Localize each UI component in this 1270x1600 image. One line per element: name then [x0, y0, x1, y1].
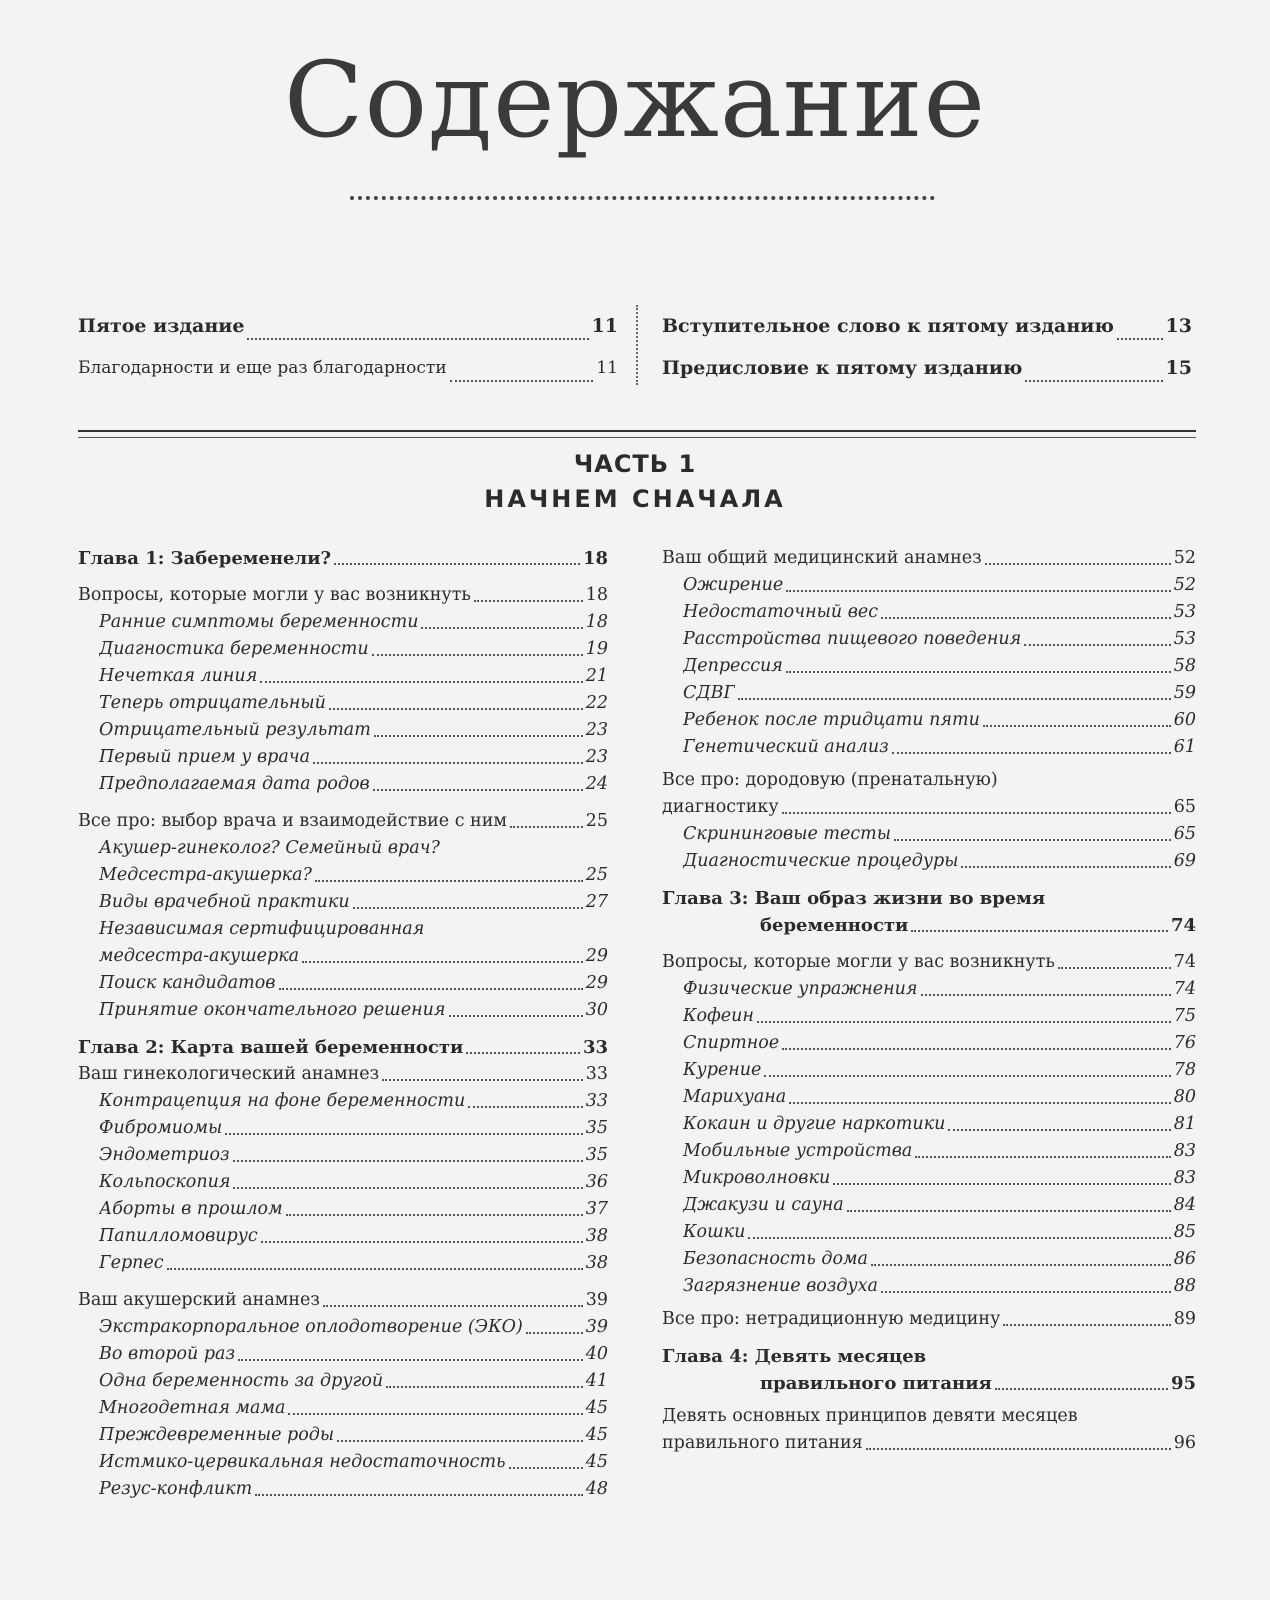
dot-leader	[450, 380, 594, 382]
dot-leader	[382, 1079, 583, 1081]
toc-entry-title: беременности	[760, 915, 909, 936]
toc-entry-title-line: Все про: дородовую (пренатальную)	[662, 770, 998, 790]
toc-subentry	[662, 734, 1196, 761]
section-entry	[662, 949, 1196, 976]
dot-leader	[789, 1102, 1170, 1104]
dot-leader	[474, 600, 583, 602]
toc-subentry	[662, 1219, 1196, 1246]
toc-entry-title: правильного питания	[662, 1433, 863, 1453]
toc-entry-page: 88	[1173, 1276, 1196, 1296]
dot-leader	[260, 681, 582, 683]
toc-subentry	[662, 1003, 1196, 1030]
section-entry	[78, 1061, 608, 1088]
toc-entry-title: Теперь отрицательный	[99, 693, 326, 713]
toc-entry-page: 39	[585, 1290, 608, 1310]
toc-entry-page: 89	[1173, 1309, 1196, 1329]
dot-leader	[509, 1467, 583, 1469]
toc-entry-title: диагностику	[662, 797, 779, 817]
toc-entry-title: Отрицательный результат	[99, 720, 371, 740]
toc-entry-page: 11	[591, 315, 618, 337]
toc-entry-title: Все про: выбор врача и взаимодействие с ним	[78, 811, 507, 831]
front-matter-right	[662, 305, 1192, 389]
toc-entry-page: 11	[596, 358, 618, 378]
toc-entry-page: 85	[1173, 1222, 1196, 1242]
toc-entry-page: 61	[1173, 737, 1196, 757]
dot-leader	[915, 1156, 1170, 1158]
section-entry	[662, 545, 1196, 572]
toc-entry-title: правильного питания	[760, 1373, 992, 1394]
toc-entry-page: 30	[585, 1000, 608, 1020]
toc-entry-title: Кофеин	[683, 1006, 754, 1026]
dot-leader	[738, 698, 1171, 700]
dot-leader	[386, 1386, 583, 1388]
toc-entry-page: 23	[585, 720, 608, 740]
toc-entry-title: Мобильные устройства	[683, 1141, 913, 1161]
spacer	[78, 798, 608, 808]
dot-leader	[323, 1305, 583, 1307]
dot-leader	[372, 654, 583, 656]
dot-leader	[313, 762, 583, 764]
toc-entry-title-line: Девять основных принципов девяти месяцев	[662, 1406, 1078, 1426]
dot-leader	[985, 563, 1171, 565]
dot-leader	[261, 1241, 583, 1243]
dot-leader	[329, 708, 583, 710]
dot-leader	[337, 1440, 583, 1442]
toc-entry-title: Поиск кандидатов	[99, 973, 276, 993]
toc-subentry	[78, 1196, 608, 1223]
toc-subentry	[662, 1192, 1196, 1219]
toc-subentry	[662, 599, 1196, 626]
toc-entry-title: Ребенок после тридцати пяти	[683, 710, 980, 730]
toc-entry-page: 40	[585, 1344, 608, 1364]
toc-entry-page: 27	[585, 892, 608, 912]
toc-entry-page: 53	[1173, 629, 1196, 649]
toc-entry-last-line	[662, 1430, 1196, 1457]
toc-entry-title: Безопасность дома	[683, 1249, 868, 1269]
section-entry	[78, 582, 608, 609]
toc-entry-title: Диагностические процедуры	[683, 851, 959, 871]
toc-subentry	[78, 1115, 608, 1142]
dot-leader	[892, 752, 1171, 754]
dot-leader	[866, 1448, 1171, 1450]
toc-entry-title: Расстройства пищевого поведения	[683, 629, 1022, 649]
toc-entry-title: Ваш гинекологический анамнез	[78, 1064, 380, 1084]
front-matter-left	[78, 305, 618, 389]
dot-leader	[373, 789, 583, 791]
toc-subentry	[78, 1314, 608, 1341]
toc-entry-page: 36	[585, 1172, 608, 1192]
dot-leader	[315, 880, 583, 882]
part-rule-thin	[78, 437, 1196, 438]
dot-leader	[225, 1133, 582, 1135]
dot-leader	[847, 1210, 1171, 1212]
toc-column-right	[662, 545, 1196, 1457]
dot-leader	[871, 1264, 1171, 1266]
chapter-heading	[78, 1034, 608, 1061]
toc-entry-title: Многодетная мама	[99, 1398, 286, 1418]
toc-entry-page: 45	[585, 1452, 608, 1472]
dot-leader	[983, 725, 1171, 727]
dot-leader	[238, 1359, 583, 1361]
toc-entry-page: 33	[585, 1064, 608, 1084]
toc-entry-title: Экстракорпоральное оплодотворение (ЭКО)	[99, 1317, 523, 1337]
toc-subentry	[662, 821, 1196, 848]
toc-entry-page: 13	[1165, 315, 1192, 337]
toc-entry-title: Вступительное слово к пятому изданию	[662, 315, 1114, 337]
toc-entry-page: 23	[585, 747, 608, 767]
toc-subentry	[78, 771, 608, 798]
toc-subentry	[78, 1341, 608, 1368]
toc-subentry	[78, 1422, 608, 1449]
toc-entry-last-line	[78, 862, 608, 889]
toc-entry-page: 18	[585, 612, 608, 632]
toc-subentry	[78, 636, 608, 663]
toc-entry-title: Курение	[683, 1060, 762, 1080]
dot-leader	[1025, 380, 1162, 382]
toc-entry-title: Одна беременность за другой	[99, 1371, 384, 1391]
toc-entry-page: 59	[1173, 683, 1196, 703]
toc-entry-title: Пятое издание	[78, 315, 245, 337]
dot-leader	[468, 1106, 582, 1108]
toc-entry-page: 58	[1173, 656, 1196, 676]
page-title: Содержание	[283, 39, 987, 161]
spacer	[662, 939, 1196, 949]
toc-subentry	[662, 572, 1196, 599]
spacer	[662, 875, 1196, 885]
dot-leader	[881, 617, 1171, 619]
toc-entry-title: Нечеткая линия	[99, 666, 258, 686]
toc-entry-title: Ранние симптомы беременности	[99, 612, 419, 632]
dot-leader	[921, 994, 1171, 996]
dot-leader	[995, 1388, 1168, 1390]
toc-entry-page: 60	[1173, 710, 1196, 730]
toc-entry-page: 18	[585, 585, 608, 605]
toc-entry-title: Недостаточный вес	[683, 602, 879, 622]
toc-entry-page: 84	[1173, 1195, 1196, 1215]
toc-entry-page: 41	[585, 1371, 608, 1391]
toc-entry-title: Ожирение	[683, 575, 784, 595]
toc-subentry	[78, 1250, 608, 1277]
toc-entry-title-line: Глава 3: Ваш образ жизни во время	[662, 888, 1046, 909]
toc-entry-title: СДВГ	[683, 683, 736, 703]
toc-entry-page: 75	[1173, 1006, 1196, 1026]
toc-entry-title: Вопросы, которые могли у вас возникнуть	[662, 952, 1055, 972]
toc-entry-last-line	[78, 943, 608, 970]
toc-entry-title: Преждевременные роды	[99, 1425, 335, 1445]
dot-leader	[764, 1075, 1170, 1077]
section-entry	[662, 1306, 1196, 1333]
dot-leader	[421, 627, 582, 629]
toc-subentry	[662, 1084, 1196, 1111]
dot-leader	[374, 735, 583, 737]
toc-entry-title: медсестра-акушерка	[99, 946, 300, 966]
toc-entry-page: 35	[585, 1118, 608, 1138]
toc-entry-page: 38	[585, 1226, 608, 1246]
toc-entry-title: Фибромиомы	[99, 1118, 223, 1138]
dot-leader	[786, 671, 1171, 673]
title-divider	[350, 196, 935, 200]
section-entry	[78, 1287, 608, 1314]
toc-subentry	[78, 1476, 608, 1503]
toc-subentry	[78, 1223, 608, 1250]
dot-leader	[894, 839, 1171, 841]
toc-column-left	[78, 545, 608, 1503]
dot-leader	[233, 1187, 582, 1189]
dot-leader	[302, 961, 583, 963]
toc-subentry	[662, 680, 1196, 707]
toc-entry-title: Во второй раз	[99, 1344, 236, 1364]
toc-subentry	[78, 690, 608, 717]
toc-entry-page: 38	[585, 1253, 608, 1273]
toc-entry-title-line: Глава 4: Девять месяцев	[662, 1346, 927, 1367]
toc-entry-title: Джакузи и сауна	[683, 1195, 844, 1215]
dot-leader	[833, 1183, 1171, 1185]
toc-entry-page: 29	[585, 973, 608, 993]
toc-entry-page: 96	[1173, 1433, 1196, 1453]
toc-subentry	[78, 889, 608, 916]
toc-entry-title: Предисловие к пятому изданию	[662, 357, 1023, 379]
toc-entry-page: 29	[585, 946, 608, 966]
toc-subentry	[78, 663, 608, 690]
toc-entry-page: 81	[1173, 1114, 1196, 1134]
toc-entry-page: 33	[582, 1037, 608, 1058]
toc-subentry	[662, 1030, 1196, 1057]
toc-entry-title: Загрязнение воздуха	[683, 1276, 878, 1296]
toc-entry-title: Эндометриоз	[99, 1145, 230, 1165]
part-number: ЧАСТЬ 1	[573, 450, 697, 478]
toc-entry-title: Диагностика беременности	[99, 639, 369, 659]
toc-subentry	[78, 1449, 608, 1476]
toc-subentry	[662, 1165, 1196, 1192]
toc-entry-page: 78	[1173, 1060, 1196, 1080]
section-entry	[78, 808, 608, 835]
toc-entry-title: Кокаин и другие наркотики	[683, 1114, 946, 1134]
toc-entry-page: 52	[1173, 575, 1196, 595]
toc-entry-page: 33	[585, 1091, 608, 1111]
toc-entry-page: 95	[1170, 1373, 1196, 1394]
dot-leader	[782, 1048, 1171, 1050]
dot-leader	[279, 988, 583, 990]
part-rule	[78, 430, 1196, 432]
toc-subentry	[662, 976, 1196, 1003]
toc-subentry	[662, 653, 1196, 680]
chapter-heading-multiline	[662, 885, 1196, 939]
chapter-heading	[78, 545, 608, 572]
toc-entry-page: 18	[582, 548, 608, 569]
toc-entry-title: Медсестра-акушерка?	[99, 865, 312, 885]
toc-entry-title: Предполагаемая дата родов	[99, 774, 370, 794]
toc-subentry	[78, 1395, 608, 1422]
toc-entry-page: 74	[1173, 952, 1196, 972]
dot-leader	[911, 930, 1168, 932]
toc-entry-page: 65	[1173, 824, 1196, 844]
dot-leader	[1024, 644, 1170, 646]
toc-entry-title: Первый прием у врача	[99, 747, 311, 767]
toc-entry-title: Герпес	[99, 1253, 164, 1273]
toc-entry-title-line: Акушер-гинеколог? Семейный врач?	[99, 838, 440, 858]
toc-entry-page: 37	[585, 1199, 608, 1219]
toc-entry-title: Принятие окончательного решения	[99, 1000, 446, 1020]
toc-entry-title: Ваш общий медицинский анамнез	[662, 548, 982, 568]
toc-entry-title: Истмико-цервикальная недостаточность	[99, 1452, 506, 1472]
toc-subentry	[662, 1273, 1196, 1300]
front-matter-entry	[78, 347, 618, 389]
toc-subentry-multiline	[78, 916, 608, 970]
toc-subentry-multiline	[78, 835, 608, 889]
dot-leader	[286, 1214, 583, 1216]
front-matter-entry	[662, 347, 1192, 389]
toc-entry-title: Все про: нетрадиционную медицину	[662, 1309, 1001, 1329]
toc-subentry	[78, 744, 608, 771]
toc-entry-title: Марихуана	[683, 1087, 787, 1107]
toc-subentry	[662, 626, 1196, 653]
toc-entry-title: Резус-конфликт	[99, 1479, 253, 1499]
dot-leader	[1058, 967, 1171, 969]
toc-entry-title: Виды врачебной практики	[99, 892, 350, 912]
toc-entry-last-line	[662, 794, 1196, 821]
toc-subentry	[78, 609, 608, 636]
dot-leader	[782, 812, 1171, 814]
section-entry-multiline	[662, 767, 1196, 821]
toc-subentry	[662, 1057, 1196, 1084]
toc-entry-page: 74	[1173, 979, 1196, 999]
toc-entry-page: 15	[1165, 357, 1192, 379]
toc-subentry	[78, 997, 608, 1024]
toc-entry-title: Кошки	[683, 1222, 746, 1242]
toc-entry-page: 25	[585, 865, 608, 885]
toc-entry-title: Физические упражнения	[683, 979, 918, 999]
toc-entry-title: Кольпоскопия	[99, 1172, 231, 1192]
dot-leader	[757, 1021, 1171, 1023]
toc-entry-title: Ваш акушерский анамнез	[78, 1290, 320, 1310]
dot-leader	[288, 1413, 582, 1415]
toc-entry-title: Спиртное	[683, 1033, 780, 1053]
toc-entry-title: Генетический анализ	[683, 737, 889, 757]
dot-leader	[167, 1268, 583, 1270]
toc-entry-page: 24	[585, 774, 608, 794]
dot-leader	[334, 563, 580, 565]
part-name: НАЧНЕМ СНАЧАЛА	[484, 485, 786, 513]
dot-leader	[510, 826, 583, 828]
section-entry-multiline	[662, 1403, 1196, 1457]
spacer	[78, 1277, 608, 1287]
dot-leader	[466, 1052, 580, 1054]
spacer	[78, 572, 608, 582]
toc-entry-page: 45	[585, 1425, 608, 1445]
dot-leader	[449, 1015, 583, 1017]
toc-entry-page: 52	[1173, 548, 1196, 568]
toc-entry-page: 19	[585, 639, 608, 659]
toc-entry-page: 35	[585, 1145, 608, 1165]
toc-entry-page: 65	[1173, 797, 1196, 817]
toc-entry-page: 86	[1173, 1249, 1196, 1269]
toc-entry-title: Депрессия	[683, 656, 783, 676]
dot-leader	[526, 1332, 583, 1334]
toc-entry-page: 83	[1173, 1168, 1196, 1188]
toc-entry-page: 76	[1173, 1033, 1196, 1053]
toc-entry-page: 39	[585, 1317, 608, 1337]
toc-subentry	[662, 707, 1196, 734]
toc-subentry	[78, 717, 608, 744]
dot-leader	[748, 1237, 1170, 1239]
toc-subentry	[78, 1368, 608, 1395]
dot-leader	[353, 907, 583, 909]
dot-leader	[948, 1129, 1170, 1131]
dot-leader	[1003, 1324, 1170, 1326]
toc-entry-page: 74	[1170, 915, 1196, 936]
chapter-heading-multiline	[662, 1343, 1196, 1397]
toc-entry-title: Папилломовирус	[99, 1226, 258, 1246]
dot-leader	[786, 590, 1170, 592]
toc-entry-page: 25	[585, 811, 608, 831]
toc-entry-title: Благодарности и еще раз благодарности	[78, 358, 447, 378]
toc-entry-last-line	[662, 1370, 1196, 1397]
toc-entry-page: 22	[585, 693, 608, 713]
toc-subentry	[78, 970, 608, 997]
front-matter-separator	[636, 305, 638, 385]
toc-subentry	[662, 1246, 1196, 1273]
dot-leader	[255, 1494, 583, 1496]
spacer	[78, 1024, 608, 1034]
toc-entry-title: Вопросы, которые могли у вас возникнуть	[78, 585, 471, 605]
dot-leader	[247, 338, 588, 340]
toc-entry-title: Глава 2: Карта вашей беременности	[78, 1037, 464, 1058]
toc-entry-last-line	[662, 912, 1196, 939]
toc-entry-page: 45	[585, 1398, 608, 1418]
spacer	[662, 1333, 1196, 1343]
dot-leader	[1117, 338, 1163, 340]
dot-leader	[881, 1291, 1171, 1293]
toc-entry-page: 69	[1173, 851, 1196, 871]
toc-entry-page: 21	[585, 666, 608, 686]
toc-subentry	[78, 1169, 608, 1196]
toc-entry-page: 53	[1173, 602, 1196, 622]
dot-leader	[233, 1160, 583, 1162]
toc-entry-page: 83	[1173, 1141, 1196, 1161]
toc-entry-title: Скрининговые тесты	[683, 824, 891, 844]
toc-entry-title: Глава 1: Забеременели?	[78, 548, 332, 569]
front-matter-entry	[78, 305, 618, 347]
toc-entry-page: 80	[1173, 1087, 1196, 1107]
front-matter-entry	[662, 305, 1192, 347]
toc-subentry	[78, 1142, 608, 1169]
toc-subentry	[662, 848, 1196, 875]
toc-subentry	[662, 1138, 1196, 1165]
toc-entry-title-line: Независимая сертифицированная	[99, 919, 425, 939]
toc-subentry	[78, 1088, 608, 1115]
toc-entry-title: Микроволновки	[683, 1168, 831, 1188]
dot-leader	[961, 866, 1170, 868]
toc-entry-title: Контрацепция на фоне беременности	[99, 1091, 466, 1111]
toc-entry-title: Аборты в прошлом	[99, 1199, 283, 1219]
toc-entry-page: 48	[585, 1479, 608, 1499]
toc-subentry	[662, 1111, 1196, 1138]
